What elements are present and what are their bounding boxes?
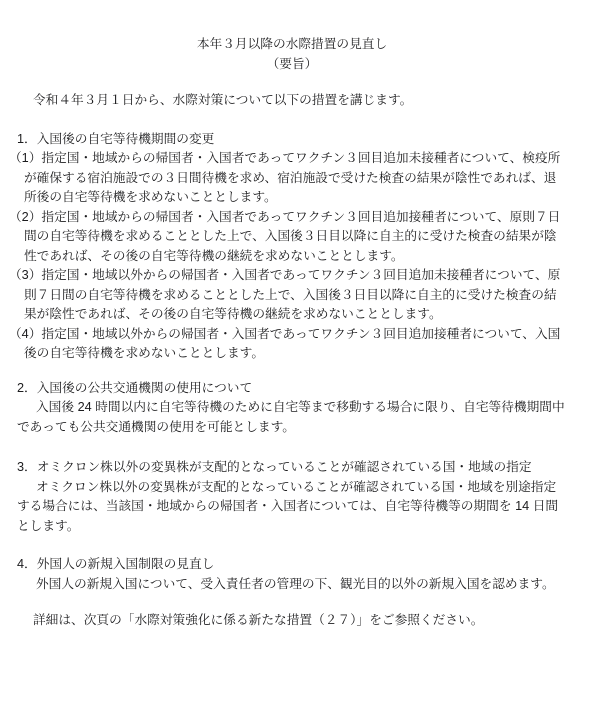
section-2-body-line: 入国後 24 時間以内に自宅等待機のために自宅等まで移動する場合に限り、自宅等待機期間中 [36,400,565,414]
section-3 [0,458,584,536]
item-line: （3）指定国・地域以外からの帰国者・入国者であってワクチン３回目追加未接種者について、原 [9,268,561,282]
section-2 [0,379,584,438]
item-line: （4）指定国・地域以外からの帰国者・入国者であってワクチン３回目追加接種者について、入国 [9,326,561,341]
section-4-heading: 4．外国人の新規入国制限の見直し [17,557,215,571]
section-1 [0,130,584,364]
page-title: 本年３月以降の水際措置の見直し [196,37,388,51]
section-3-body-line: とします。 [17,518,80,533]
intro-text: 令和４年３月１日から、水際対策について以下の措置を講じます。 [33,93,413,107]
item-line: 則７日間の自宅等待機を求めることとした上で、入国後３日目以降に自主的に受けた検査の結 [24,287,557,302]
section-3-body-line: オミクロン株以外の変異株が支配的となっていることが確認されている国・地域を別途指定 [36,479,557,494]
section-4 [0,555,584,594]
document-page [0,35,604,721]
footer-note: 詳細は、次頁の「水際対策強化に係る新たな措置（２７）」をご参照ください。 [33,613,484,627]
section-1-item-1 [0,149,584,208]
item-line: が確保する宿泊施設での３日間待機を求め、宿泊施設で受けた検査の結果が陰性であれば、退 [24,170,557,185]
page-subtitle: （要旨） [266,56,318,71]
section-4-body-line: 外国人の新規入国について、受入責任者の管理の下、観光目的以外の新規入国を認めます。 [36,576,555,591]
section-1-item-3 [0,266,584,325]
item-line: （1）指定国・地域からの帰国者・入国者であってワクチン３回目追加未接種者について、検疫所 [9,151,561,165]
section-1-item-2 [0,208,584,267]
item-line: 果が陰性であれば、その後の自宅等待機の継続を求めないこととします。 [24,307,442,321]
item-line: 間の自宅等待機を求めることとした上で、入国後３日目以降に自主的に受けた検査の結果が陰 [24,229,557,243]
item-line: 後の自宅等待機を求めないこととします。 [24,346,265,360]
item-line: 性であれば、その後の自宅等待機の継続を求めないこととします。 [24,248,404,263]
item-line: 所後の自宅等待機を求めないこととします。 [24,190,277,204]
section-2-heading: 2．入国後の公共交通機関の使用について [17,380,253,395]
item-line: （2）指定国・地域からの帰国者・入国者であってワクチン３回目追加接種者について、原則７日 [9,209,561,224]
section-1-item-4 [0,325,584,364]
section-3-body-line: する場合には、当該国・地域からの帰国者・入国者については、自宅等待機等の期間を 14 日間 [17,499,559,513]
section-2-body-line: であっても公共交通機関の使用を可能とします。 [17,419,295,434]
section-3-heading: 3．オミクロン株以外の変異株が支配的となっていることが確認されている国・地域の指定 [17,460,532,474]
section-1-heading: 1．入国後の自宅等待機期間の変更 [17,131,215,146]
title-block [0,35,584,74]
